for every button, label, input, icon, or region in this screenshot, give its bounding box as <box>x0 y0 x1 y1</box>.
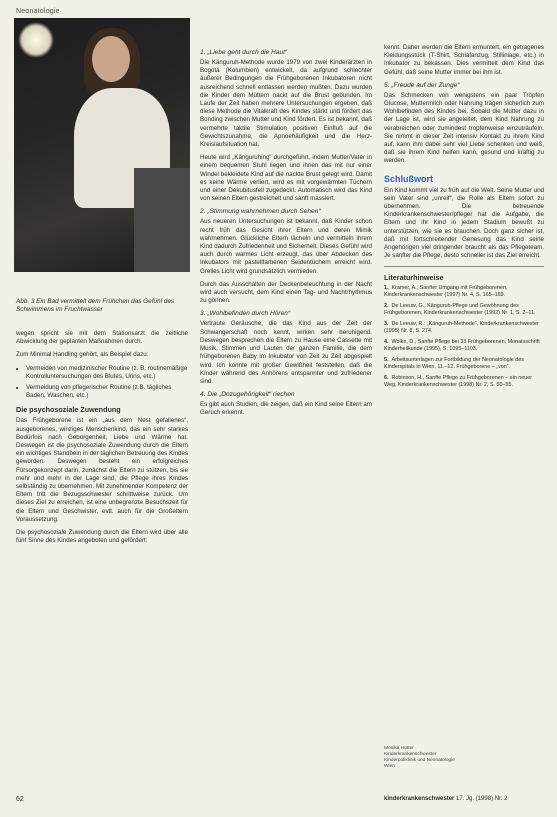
author-role: Kinderkrankenschwester <box>384 752 437 757</box>
journal-issue: 17. Jg. (1998) Nr. 2 <box>456 796 508 802</box>
author-institution: Kinderpoliklinik und Neonatologie <box>384 758 455 763</box>
literature-number: 1. <box>384 285 389 292</box>
divider <box>384 266 544 267</box>
page-number: 62 <box>16 796 24 803</box>
literature-text: Wolke, D., Sanfte Pflege bei 33 Frühgeborenen, Monatsschrift Kinderheilkunde (1995), S. 1095–1103. <box>384 339 540 353</box>
journal-name: kinderkrankenschwester <box>384 796 455 802</box>
heading-hearing: 3. „Wohlbefinden durch Hören“ <box>200 310 291 318</box>
col2-paragraph-4: Durch das Ausschalten der Deckenbeleuchtung in der Nacht wird auch versucht, dem Kind einen Tag- und Nachtrhythmus zu gönnen. <box>200 280 372 305</box>
figure-photo <box>14 18 190 272</box>
literature-item <box>384 375 544 389</box>
col3-paragraph-3: Ein Kind kommt viel zu früh auf die Welt. Seine Mutter und sein Vater sind „unreif“, die Rolle als Eltern sofort zu übernehmen. Die betreuende Kinderkrankenschwester/pfleger hat die Aufgabe, die Eltern und ihr Kind in jedem Stadium bewußt zu unterstützen, wie sie es brauchen. Doch ganz sicher ist, daß mit fortschreitender Genesung das Kind seine Angehörigen viel dringender braucht als das Pflegeteam. Je sanfter die Pflege, desto schneller ist das Ziel erreicht. <box>384 186 544 260</box>
list-item: • Vermeiden von medizinischer Routine (z. B. routinemäßige Kontrolluntersuchungen des Blutes, Urins, etc.) <box>26 365 188 381</box>
literature-number: 5. <box>384 357 389 364</box>
col3-paragraph-2: Das Schmecken von wenigstens ein paar Tröpfen Glucose, Muttermilch oder Nahrung trägen sicherlich zum Wohlbefinden des Kindes bei. Sobald die Mutter dazu in der Lage ist, wird sie angeleitet, dem Kind Nahrung zu verabreichen oder zumindest tropfenweise einzuträufeln. Sie nimmt in dieser Zeit intensiv Kontakt zu ihrem Kind auf, kann ihm dabei sehr viel Liebe schenken und weiß, daß sie ihrem Kind helfen kann, gesund und kräftig zu werden. <box>384 91 544 165</box>
literature-item <box>384 339 544 353</box>
author-block <box>384 746 534 770</box>
column-2 <box>200 44 372 423</box>
literature-text: De Leeuw, G., Känguruh-Pflege und Gewöhnung des Frühgeborenen, Kinderkrankenschwester (1992) Nr. 1, S. 2–11. <box>384 303 536 317</box>
literature-item <box>384 285 544 299</box>
col2-paragraph-5: Vertraute Geräusche, die das Kind aus der Zeit der Schwangerschaft noch kennt, wirken sehr beruhigend. Deswegen besprechen die Eltern zu Hause eine Cassette mit Musik, Stimmen und Lauten der ganzen Familie, die dem frühgeborenen Baby im Inkubator von Zeit zu Zeit abgespielt wird. Ich konnte mit großer Gewißheit feststellen, daß die Kinder während des Anhörens entspannter und zufriedener sind. <box>200 320 372 385</box>
col2-paragraph-2: Heute wird „Känguruhing“ durchgeführt, indem Mutter/Vater in einem bequemen Stuhl liegen und ihnen das mit nur einer Windel bekleidete Kind auf die nackte Brust gelegt wird. Damit es keine Wärme verliert, wird es mit vorgewärmten Tüchern und einer Dekubitusfell zugedeckt. Automatisch wird das Kind von seinen Eltern gestreichelt und sanft massiert. <box>200 154 372 203</box>
col1-paragraph-1: wegen spricht sie mit dem Stationsarzt die zeitliche Abwicklung der geplanten Maßnahmen durch. <box>16 330 188 346</box>
col1-paragraph-2: Zum Minimal Handling gehört, als Beispiel dazu: <box>16 351 149 359</box>
figure-caption: Abb. 3 Ein Bad vermittelt dem Frühchen das Gefühl des Schwimmens im Fruchtwasser <box>16 298 175 314</box>
heading-conclusion: Schlußwort <box>384 173 433 184</box>
heading-skin: 1. „Liebe geht durch die Haut“ <box>200 49 288 56</box>
literature-item <box>384 303 544 317</box>
literature-number: 3. <box>384 321 389 328</box>
lamp-light <box>18 22 54 58</box>
col2-paragraph-3: Aus neueren Untersuchungen ist bekannt, daß Kinder schon recht früh das Gesicht ihrer Eltern und deren Mimik wahrnehmen. Glückliche Eltern lächeln und vermitteln ihrem Kind dadurch Zufriedenheit und Sicherheit. Dieses Gefühl wird auch durch warmes Licht erzeugt, das über Abdecken des Inkubators mit pastellfarbenen Seidentüchern erreicht wird. Grelles Licht wird grundsätzlich vermieden. <box>200 218 372 275</box>
col2-paragraph-1: Die Känguruh-Methode wurde 1979 von zwei Kinderärzten in Bogotá (Kolumbien) entwickelt, da aufgrund schlechter äußerer Bedingungen die Frühgeborenen Inkubatoren nicht ausreichend schnell entlassen werden mußten. Dazu wurden die Kinder dem Müttern nackt auf die Brust gebunden. Im Laufe der Zeit haben mehrere Untersuchungen ergeben, daß diese Methode die Vitalkraft des Kindes stärkt und fördert das Bonding zwischen Mutter und Kind fördert. Es ist bekannt, daß vermehrte taktile Stimulation positiven Einfluß auf die Gewichtszunahme, die Apnoehäufigkeit und die Herz-Kreislaufsituation hat. <box>200 59 372 149</box>
col2-paragraph-6: Es gibt auch Studien, die zeigen, daß ein Kind seine Eltern am Geruch erkennt. <box>200 401 372 417</box>
section-header: Neonatologie <box>16 8 60 15</box>
heading-seeing: 2. „Stimmung wahrnehmen durch Sehen“ <box>200 208 321 216</box>
heading-taste: 5. „Freude auf der Zunge“ <box>384 81 460 89</box>
col3-paragraph-1: kennt. Daher werden die Eltern ermuntert, ein getragenes Kleidungsstück (T-Shirt, Schlafanzug, Stillinlage, etc.) in Inkubator zu bekassen. Dies vermittelt dem Kind das Gefühl, daß seine Mutter immer bei ihm ist. <box>384 44 544 76</box>
literature-number: 2. <box>384 303 389 310</box>
list-item: • Vermeidung von pflegerischer Routine (z.B. tägliches Baden, Waschen, etc.) <box>26 384 188 400</box>
heading-psychosocial: Die psychosoziale Zuwendung <box>16 405 121 415</box>
literature-list <box>384 285 544 389</box>
literature-text: Kramer, A., Sanfter Umgang mit Frühgeborenen, Kinderkrankenschwester (1997) Nr. 4, S. 165–169. <box>384 285 508 299</box>
journal-footer <box>384 796 507 802</box>
col1-paragraph-3: Das Frühgeborene ist ein „aus dem Nest gefallenes“, ausgeborenes, winziges Menschenkind, das ein sehr starkes Bedürfnis nach Geborgenheit, Liebe und Wärme hat. Deswegen ist die psychosoziale Zuwendung durch die Eltern ein wichtiges Standbein in der täglichen Betreuung des Kindes geworden. Deswegen besteht ein erfolgreiches Fürsorgekonzept darin, zunächst die Eltern zu stützen, bis sie mehr und mehr in der Lage sind, die Pflege ihres Kindes selbständig zu übernehmen. Mit zunehmender Kompetenz der Eltern tritt die Bezugsschwester schrittweise zurück. Um dieses Ziel zu erreichen, ist eine unbegrenzte Besuchszeit für die Eltern und Geschwister, evtl. auch für die Großeltern Voraussetzung. <box>16 417 188 523</box>
literature-text: De Leeuw, R.: „Känguruh-Methode“, Kinderkrankenschwester (1995) Nr. 8, S. 274. <box>384 321 539 335</box>
heading-literature: Literaturhinweise <box>384 273 444 283</box>
literature-number: 4. <box>384 339 389 346</box>
author-name: Monika Hutter <box>384 746 414 751</box>
literature-text: Robinson, H., Sanfte Pflege zu Frühgeborenen – ein neuer Weg, Kinderkrankenschwester (1998) Nr. 2, S. 50–55. <box>384 375 533 389</box>
literature-number: 6. <box>384 375 389 382</box>
literature-item <box>384 357 544 371</box>
column-3 <box>384 44 544 394</box>
background-wall <box>134 168 190 272</box>
heading-smell: 4. Die „Dozugehörigkeit“ riechen <box>200 391 295 399</box>
literature-item <box>384 321 544 335</box>
minimal-handling-list <box>16 365 188 401</box>
author-city: Wien <box>384 764 395 769</box>
person-head <box>92 36 130 82</box>
col1-paragraph-4: Die psychosoziale Zuwendung durch die Eltern wird über alle fünf Sinne des Kindes angeboten und gefördert: <box>16 529 188 545</box>
literature-text: Arbeitsunterlagen zur Fortbildung der Neonatologie des Kinderspitals in Wien, 11.–12. Frühgeborene – „von“. <box>384 357 524 371</box>
column-1 <box>16 330 188 550</box>
